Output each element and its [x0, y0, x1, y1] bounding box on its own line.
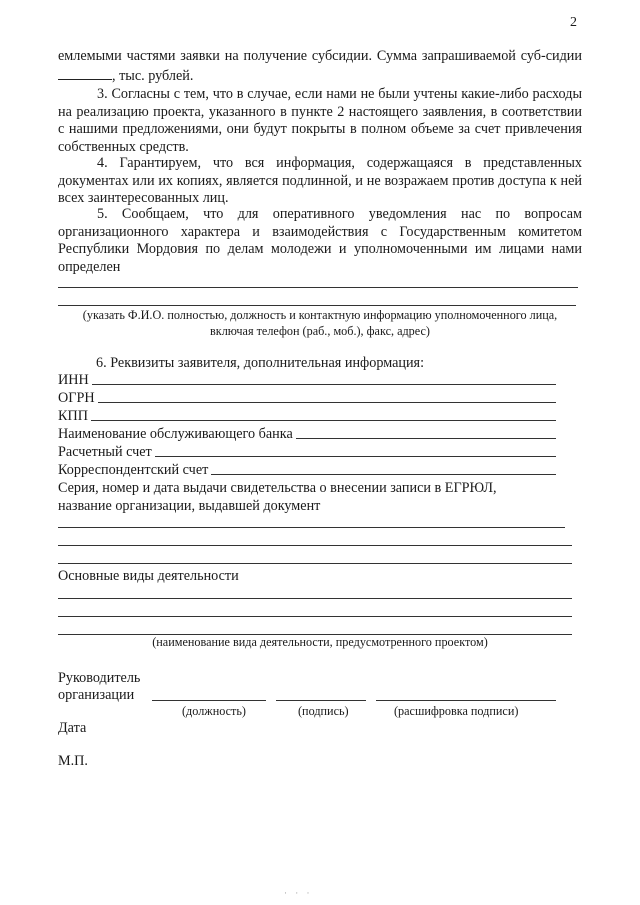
paragraph-1 — [58, 48, 582, 85]
date-label: Дата — [58, 720, 87, 736]
kpp-line[interactable] — [91, 420, 556, 421]
position-caption: (должность) — [182, 704, 246, 718]
bank-line[interactable] — [296, 438, 556, 439]
contact-caption-line-2: включая телефон (раб., моб.), факс, адрес) — [210, 323, 430, 338]
activities-line-1[interactable] — [58, 598, 572, 599]
contact-line-2[interactable] — [58, 305, 576, 306]
account-field[interactable] — [58, 443, 556, 461]
section-6-title: 6. Реквизиты заявителя, дополнительная информация: — [96, 355, 425, 371]
activities-label: Основные виды деятельности — [58, 568, 239, 584]
certificate-line-3[interactable] — [58, 563, 572, 564]
head-label-2: организации — [58, 687, 135, 703]
account-label: Расчетный счет — [58, 443, 152, 460]
paragraph-1-text: емлемыми частями заявки на получение субсидии. Сумма запрашиваемой суб-сидии — [58, 48, 582, 64]
footer-dots: · · · — [284, 888, 313, 898]
paragraph-3-text: 3. Согласны с тем, что в случае, если нами не были учтены какие-либо расходы на реализацию проекта, указанного в пункте 2 настоящего заявления, в соответствии с нашими предложениями, они будут покрыты в полном объеме за счет привлечения собственных средств. — [58, 86, 582, 155]
activities-caption: (наименование вида деятельности, предусмотренного проектом) — [152, 635, 488, 649]
inn-field[interactable] — [58, 371, 556, 389]
page-number: 2 — [570, 15, 577, 30]
position-line[interactable] — [152, 700, 266, 701]
inn-line[interactable] — [92, 384, 556, 385]
paragraph-5 — [58, 206, 582, 276]
ogrn-label: ОГРН — [58, 389, 95, 406]
certificate-line-2[interactable] — [58, 545, 572, 546]
subsidy-amount-blank[interactable] — [58, 66, 112, 80]
contact-line-1[interactable] — [58, 287, 578, 288]
inn-label: ИНН — [58, 371, 89, 388]
corr-account-field[interactable] — [58, 461, 556, 479]
paragraph-4 — [58, 155, 582, 208]
contact-caption-line-1: (указать Ф.И.О. полностью, должность и контактную информацию уполномоченного лица, — [82, 308, 558, 322]
corr-account-label: Корреспондентский счет — [58, 461, 209, 478]
stamp-label: М.П. — [58, 753, 88, 769]
kpp-label: КПП — [58, 407, 88, 424]
contact-caption — [58, 308, 582, 339]
paragraph-5-text: 5. Сообщаем, что для оперативного уведомления нас по вопросам организационного характера и взаимодействия с Государственным комитетом Республики Мордовия по делам молодежи и уполномоченными им лицами нами определен — [58, 206, 582, 275]
certificate-label-2: название организации, выдавшей документ — [58, 498, 321, 514]
decoding-line[interactable] — [376, 700, 556, 701]
signature-line[interactable] — [276, 700, 366, 701]
corr-account-line[interactable] — [211, 474, 556, 475]
paragraph-3 — [58, 86, 582, 156]
certificate-label-1: Серия, номер и дата выдачи свидетельства о внесении записи в ЕГРЮЛ, — [58, 480, 497, 496]
bank-field[interactable] — [58, 425, 556, 443]
ogrn-line[interactable] — [98, 402, 556, 403]
bank-label: Наименование обслуживающего банка — [58, 425, 293, 442]
signature-caption: (подпись) — [298, 704, 349, 718]
head-label-1: Руководитель — [58, 670, 141, 686]
certificate-line-1[interactable] — [58, 527, 565, 528]
account-line[interactable] — [155, 456, 556, 457]
activities-line-2[interactable] — [58, 616, 572, 617]
paragraph-1-tail: , тыс. рублей. — [112, 67, 194, 84]
ogrn-field[interactable] — [58, 389, 556, 407]
kpp-field[interactable] — [58, 407, 556, 425]
paragraph-4-text: 4. Гарантируем, что вся информация, содержащаяся в представленных документах или их копиях, является подлинной, и не возражаем против доступа к ней всех заинтересованных лиц. — [58, 155, 582, 206]
decoding-caption: (расшифровка подписи) — [394, 704, 519, 718]
